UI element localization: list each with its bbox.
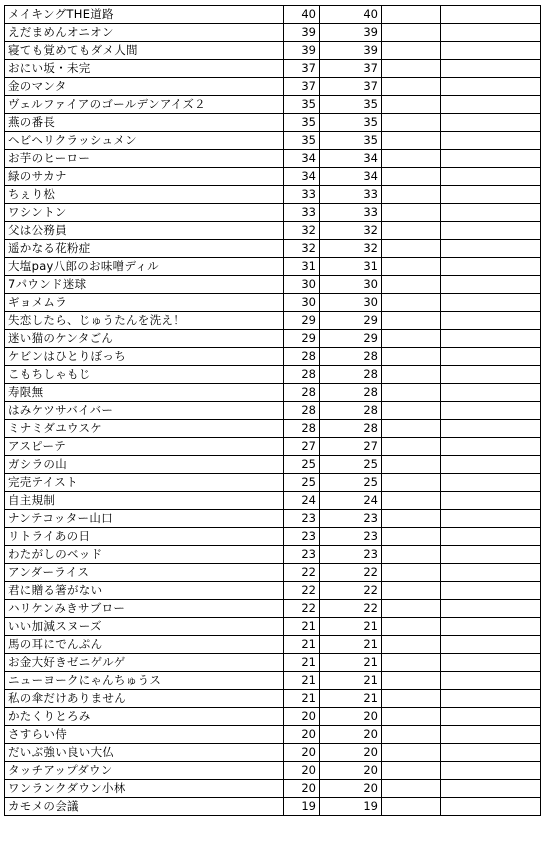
table-row xyxy=(5,456,541,474)
total-cell[interactable]: 24 xyxy=(320,492,382,510)
empty-cell[interactable] xyxy=(382,348,441,366)
total-cell[interactable]: 33 xyxy=(320,204,382,222)
total-cell[interactable]: 20 xyxy=(320,726,382,744)
empty-cell[interactable] xyxy=(382,636,441,654)
total-cell[interactable]: 28 xyxy=(320,402,382,420)
total-cell[interactable]: 30 xyxy=(320,276,382,294)
empty-cell[interactable] xyxy=(441,186,541,204)
empty-cell[interactable] xyxy=(441,636,541,654)
total-cell[interactable]: 25 xyxy=(320,474,382,492)
empty-cell[interactable] xyxy=(382,492,441,510)
table-row xyxy=(5,420,541,438)
name-cell[interactable]: ヘビヘリクラッシュメン xyxy=(5,132,284,150)
empty-cell[interactable] xyxy=(382,330,441,348)
score-cell[interactable]: 39 xyxy=(284,24,320,42)
empty-cell[interactable] xyxy=(382,294,441,312)
table-row xyxy=(5,330,541,348)
total-cell[interactable]: 28 xyxy=(320,366,382,384)
total-cell[interactable]: 21 xyxy=(320,636,382,654)
score-cell[interactable]: 40 xyxy=(284,6,320,24)
empty-cell[interactable] xyxy=(382,528,441,546)
table-row xyxy=(5,348,541,366)
empty-cell[interactable] xyxy=(441,492,541,510)
score-cell[interactable]: 35 xyxy=(284,96,320,114)
score-cell[interactable]: 19 xyxy=(284,798,320,816)
score-cell[interactable]: 23 xyxy=(284,546,320,564)
table-row xyxy=(5,384,541,402)
score-cell[interactable]: 23 xyxy=(284,528,320,546)
empty-cell[interactable] xyxy=(382,474,441,492)
name-cell[interactable]: 父は公務員 xyxy=(5,222,284,240)
total-cell[interactable]: 27 xyxy=(320,438,382,456)
table-row xyxy=(5,690,541,708)
name-cell[interactable]: 完売テイスト xyxy=(5,474,284,492)
empty-cell[interactable] xyxy=(441,690,541,708)
table-row xyxy=(5,276,541,294)
table-row xyxy=(5,636,541,654)
score-cell[interactable]: 28 xyxy=(284,420,320,438)
score-cell[interactable]: 37 xyxy=(284,78,320,96)
score-cell[interactable]: 21 xyxy=(284,672,320,690)
empty-cell[interactable] xyxy=(441,366,541,384)
score-cell[interactable]: 35 xyxy=(284,132,320,150)
total-cell[interactable]: 39 xyxy=(320,42,382,60)
name-cell[interactable]: はみケツサバイバー xyxy=(5,402,284,420)
total-cell[interactable]: 20 xyxy=(320,708,382,726)
total-cell[interactable]: 34 xyxy=(320,150,382,168)
total-cell[interactable]: 29 xyxy=(320,312,382,330)
empty-cell[interactable] xyxy=(441,708,541,726)
empty-cell[interactable] xyxy=(382,798,441,816)
total-cell[interactable]: 23 xyxy=(320,510,382,528)
score-cell[interactable]: 20 xyxy=(284,780,320,798)
score-cell[interactable]: 22 xyxy=(284,600,320,618)
name-cell[interactable]: リトライあの日 xyxy=(5,528,284,546)
total-cell[interactable]: 21 xyxy=(320,654,382,672)
name-cell[interactable]: 私の傘だけありません xyxy=(5,690,284,708)
name-cell[interactable]: ニューヨークにゃんちゅうス xyxy=(5,672,284,690)
name-cell[interactable]: おにい坂・未完 xyxy=(5,60,284,78)
empty-cell[interactable] xyxy=(441,348,541,366)
score-cell[interactable]: 20 xyxy=(284,708,320,726)
table-body xyxy=(5,6,541,816)
empty-cell[interactable] xyxy=(441,60,541,78)
name-cell[interactable]: 寝ても覚めてもダメ人間 xyxy=(5,42,284,60)
empty-cell[interactable] xyxy=(382,258,441,276)
name-cell[interactable]: アスピーテ xyxy=(5,438,284,456)
total-cell[interactable]: 35 xyxy=(320,96,382,114)
total-cell[interactable]: 23 xyxy=(320,546,382,564)
ranking-table xyxy=(4,5,541,816)
total-cell[interactable]: 32 xyxy=(320,240,382,258)
empty-cell[interactable] xyxy=(382,60,441,78)
name-cell[interactable]: 緑のサカナ xyxy=(5,168,284,186)
table-row xyxy=(5,618,541,636)
empty-cell[interactable] xyxy=(382,564,441,582)
empty-cell[interactable] xyxy=(441,42,541,60)
table-row xyxy=(5,168,541,186)
empty-cell[interactable] xyxy=(441,528,541,546)
name-cell[interactable]: わたがしのベッド xyxy=(5,546,284,564)
table-row xyxy=(5,492,541,510)
name-cell[interactable]: 金のマンタ xyxy=(5,78,284,96)
score-cell[interactable]: 28 xyxy=(284,402,320,420)
empty-cell[interactable] xyxy=(441,474,541,492)
empty-cell[interactable] xyxy=(382,42,441,60)
total-cell[interactable]: 28 xyxy=(320,384,382,402)
table-row xyxy=(5,204,541,222)
score-cell[interactable]: 35 xyxy=(284,114,320,132)
table-row xyxy=(5,96,541,114)
name-cell[interactable]: ヴェルファイアのゴールデンアイズ２ xyxy=(5,96,284,114)
score-cell[interactable]: 27 xyxy=(284,438,320,456)
score-cell[interactable]: 34 xyxy=(284,150,320,168)
empty-cell[interactable] xyxy=(441,438,541,456)
name-cell[interactable]: ミナミダユウスケ xyxy=(5,420,284,438)
score-cell[interactable]: 21 xyxy=(284,618,320,636)
name-cell[interactable]: ちぇり松 xyxy=(5,186,284,204)
empty-cell[interactable] xyxy=(441,420,541,438)
name-cell[interactable]: ガシラの山 xyxy=(5,456,284,474)
name-cell[interactable]: ワシントン xyxy=(5,204,284,222)
score-cell[interactable]: 22 xyxy=(284,582,320,600)
name-cell[interactable]: ケビンはひとりぼっち xyxy=(5,348,284,366)
total-cell[interactable]: 29 xyxy=(320,330,382,348)
table-row xyxy=(5,582,541,600)
score-cell[interactable]: 30 xyxy=(284,276,320,294)
empty-cell[interactable] xyxy=(441,564,541,582)
empty-cell[interactable] xyxy=(382,708,441,726)
score-cell[interactable]: 39 xyxy=(284,42,320,60)
table-row xyxy=(5,114,541,132)
score-cell[interactable]: 29 xyxy=(284,312,320,330)
empty-cell[interactable] xyxy=(382,384,441,402)
empty-cell[interactable] xyxy=(382,546,441,564)
score-cell[interactable]: 20 xyxy=(284,744,320,762)
empty-cell[interactable] xyxy=(441,726,541,744)
score-cell[interactable]: 25 xyxy=(284,474,320,492)
empty-cell[interactable] xyxy=(382,780,441,798)
score-cell[interactable]: 32 xyxy=(284,240,320,258)
empty-cell[interactable] xyxy=(441,132,541,150)
score-cell[interactable]: 28 xyxy=(284,384,320,402)
name-cell[interactable]: だいぶ強い良い大仏 xyxy=(5,744,284,762)
empty-cell[interactable] xyxy=(382,438,441,456)
empty-cell[interactable] xyxy=(382,420,441,438)
name-cell[interactable]: こもちしゃもじ xyxy=(5,366,284,384)
name-cell[interactable]: えだまめんオニオン xyxy=(5,24,284,42)
total-cell[interactable]: 23 xyxy=(320,528,382,546)
score-cell[interactable]: 24 xyxy=(284,492,320,510)
score-cell[interactable]: 28 xyxy=(284,366,320,384)
table-row xyxy=(5,726,541,744)
name-cell[interactable]: メイキングTHE道路 xyxy=(5,6,284,24)
empty-cell[interactable] xyxy=(441,240,541,258)
empty-cell[interactable] xyxy=(382,762,441,780)
table-row xyxy=(5,744,541,762)
empty-cell[interactable] xyxy=(382,96,441,114)
name-cell[interactable]: 馬の耳にでんぷん xyxy=(5,636,284,654)
name-cell[interactable]: ギョメムラ xyxy=(5,294,284,312)
empty-cell[interactable] xyxy=(441,384,541,402)
name-cell[interactable]: 7パウンド迷球 xyxy=(5,276,284,294)
table-row xyxy=(5,312,541,330)
table-row xyxy=(5,366,541,384)
score-cell[interactable]: 22 xyxy=(284,564,320,582)
empty-cell[interactable] xyxy=(382,582,441,600)
spreadsheet xyxy=(4,5,541,816)
empty-cell[interactable] xyxy=(382,6,441,24)
empty-cell[interactable] xyxy=(382,402,441,420)
total-cell[interactable]: 21 xyxy=(320,672,382,690)
total-cell[interactable]: 22 xyxy=(320,582,382,600)
score-cell[interactable]: 23 xyxy=(284,510,320,528)
empty-cell[interactable] xyxy=(382,24,441,42)
empty-cell[interactable] xyxy=(382,168,441,186)
total-cell[interactable]: 22 xyxy=(320,600,382,618)
name-cell[interactable]: 自主規制 xyxy=(5,492,284,510)
empty-cell[interactable] xyxy=(382,726,441,744)
empty-cell[interactable] xyxy=(441,744,541,762)
table-row xyxy=(5,708,541,726)
score-cell[interactable]: 33 xyxy=(284,204,320,222)
empty-cell[interactable] xyxy=(441,654,541,672)
table-row xyxy=(5,294,541,312)
empty-cell[interactable] xyxy=(441,762,541,780)
name-cell[interactable]: 君に贈る箸がない xyxy=(5,582,284,600)
empty-cell[interactable] xyxy=(441,258,541,276)
name-cell[interactable]: 失恋したら、じゅうたんを洗え！ xyxy=(5,312,284,330)
empty-cell[interactable] xyxy=(441,222,541,240)
table-row xyxy=(5,798,541,816)
total-cell[interactable]: 28 xyxy=(320,348,382,366)
empty-cell[interactable] xyxy=(441,114,541,132)
name-cell[interactable]: 遥かなる花粉症 xyxy=(5,240,284,258)
score-cell[interactable]: 34 xyxy=(284,168,320,186)
empty-cell[interactable] xyxy=(441,294,541,312)
table-row xyxy=(5,474,541,492)
score-cell[interactable]: 33 xyxy=(284,186,320,204)
table-row xyxy=(5,6,541,24)
score-cell[interactable]: 31 xyxy=(284,258,320,276)
total-cell[interactable]: 20 xyxy=(320,762,382,780)
name-cell[interactable]: 寿限無 xyxy=(5,384,284,402)
score-cell[interactable]: 21 xyxy=(284,690,320,708)
empty-cell[interactable] xyxy=(441,96,541,114)
name-cell[interactable]: カモメの会議 xyxy=(5,798,284,816)
total-cell[interactable]: 37 xyxy=(320,78,382,96)
empty-cell[interactable] xyxy=(441,276,541,294)
empty-cell[interactable] xyxy=(441,510,541,528)
empty-cell[interactable] xyxy=(441,402,541,420)
name-cell[interactable]: アンダーライス xyxy=(5,564,284,582)
total-cell[interactable]: 35 xyxy=(320,114,382,132)
score-cell[interactable]: 25 xyxy=(284,456,320,474)
empty-cell[interactable] xyxy=(382,366,441,384)
name-cell[interactable]: さすらい侍 xyxy=(5,726,284,744)
empty-cell[interactable] xyxy=(441,546,541,564)
name-cell[interactable]: お芋のヒーロー xyxy=(5,150,284,168)
empty-cell[interactable] xyxy=(441,150,541,168)
name-cell[interactable]: ワンランクダウン小林 xyxy=(5,780,284,798)
empty-cell[interactable] xyxy=(441,672,541,690)
total-cell[interactable]: 33 xyxy=(320,186,382,204)
empty-cell[interactable] xyxy=(382,672,441,690)
empty-cell[interactable] xyxy=(441,618,541,636)
name-cell[interactable]: 燕の番長 xyxy=(5,114,284,132)
empty-cell[interactable] xyxy=(441,312,541,330)
total-cell[interactable]: 20 xyxy=(320,744,382,762)
table-row xyxy=(5,510,541,528)
total-cell[interactable]: 35 xyxy=(320,132,382,150)
empty-cell[interactable] xyxy=(382,690,441,708)
table-row xyxy=(5,60,541,78)
total-cell[interactable]: 19 xyxy=(320,798,382,816)
total-cell[interactable]: 28 xyxy=(320,420,382,438)
empty-cell[interactable] xyxy=(441,330,541,348)
empty-cell[interactable] xyxy=(382,744,441,762)
empty-cell[interactable] xyxy=(382,312,441,330)
table-row xyxy=(5,42,541,60)
name-cell[interactable]: お金大好きゼニゲルゲ xyxy=(5,654,284,672)
name-cell[interactable]: ナンテコッター山口 xyxy=(5,510,284,528)
total-cell[interactable]: 39 xyxy=(320,24,382,42)
table-row xyxy=(5,132,541,150)
table-row xyxy=(5,150,541,168)
table-row xyxy=(5,654,541,672)
empty-cell[interactable] xyxy=(441,600,541,618)
empty-cell[interactable] xyxy=(441,798,541,816)
empty-cell[interactable] xyxy=(441,24,541,42)
total-cell[interactable]: 21 xyxy=(320,690,382,708)
table-row xyxy=(5,402,541,420)
table-row xyxy=(5,24,541,42)
name-cell[interactable]: 迷い猫のケンタごん xyxy=(5,330,284,348)
empty-cell[interactable] xyxy=(382,132,441,150)
empty-cell[interactable] xyxy=(382,510,441,528)
total-cell[interactable]: 30 xyxy=(320,294,382,312)
empty-cell[interactable] xyxy=(441,456,541,474)
total-cell[interactable]: 37 xyxy=(320,60,382,78)
empty-cell[interactable] xyxy=(382,276,441,294)
table-row xyxy=(5,780,541,798)
total-cell[interactable]: 25 xyxy=(320,456,382,474)
name-cell[interactable]: 大塩pay八郎のお味噌ディル xyxy=(5,258,284,276)
table-row xyxy=(5,528,541,546)
empty-cell[interactable] xyxy=(441,6,541,24)
total-cell[interactable]: 32 xyxy=(320,222,382,240)
total-cell[interactable]: 40 xyxy=(320,6,382,24)
empty-cell[interactable] xyxy=(441,582,541,600)
score-cell[interactable]: 30 xyxy=(284,294,320,312)
table-row xyxy=(5,186,541,204)
empty-cell[interactable] xyxy=(382,150,441,168)
table-row xyxy=(5,78,541,96)
empty-cell[interactable] xyxy=(441,168,541,186)
empty-cell[interactable] xyxy=(382,78,441,96)
empty-cell[interactable] xyxy=(382,222,441,240)
score-cell[interactable]: 28 xyxy=(284,348,320,366)
empty-cell[interactable] xyxy=(441,204,541,222)
empty-cell[interactable] xyxy=(382,114,441,132)
empty-cell[interactable] xyxy=(382,654,441,672)
table-row xyxy=(5,438,541,456)
table-row xyxy=(5,222,541,240)
name-cell[interactable]: タッチアップダウン xyxy=(5,762,284,780)
table-row xyxy=(5,762,541,780)
score-cell[interactable]: 20 xyxy=(284,762,320,780)
table-row xyxy=(5,564,541,582)
score-cell[interactable]: 20 xyxy=(284,726,320,744)
score-cell[interactable]: 32 xyxy=(284,222,320,240)
total-cell[interactable]: 22 xyxy=(320,564,382,582)
total-cell[interactable]: 20 xyxy=(320,780,382,798)
score-cell[interactable]: 37 xyxy=(284,60,320,78)
empty-cell[interactable] xyxy=(441,780,541,798)
table-row xyxy=(5,258,541,276)
total-cell[interactable]: 31 xyxy=(320,258,382,276)
table-row xyxy=(5,600,541,618)
total-cell[interactable]: 34 xyxy=(320,168,382,186)
empty-cell[interactable] xyxy=(382,618,441,636)
score-cell[interactable]: 21 xyxy=(284,654,320,672)
score-cell[interactable]: 29 xyxy=(284,330,320,348)
name-cell[interactable]: かたくりとろみ xyxy=(5,708,284,726)
empty-cell[interactable] xyxy=(382,456,441,474)
table-row xyxy=(5,546,541,564)
empty-cell[interactable] xyxy=(382,186,441,204)
score-cell[interactable]: 21 xyxy=(284,636,320,654)
empty-cell[interactable] xyxy=(441,78,541,96)
table-row xyxy=(5,672,541,690)
table-row xyxy=(5,240,541,258)
total-cell[interactable]: 21 xyxy=(320,618,382,636)
empty-cell[interactable] xyxy=(382,204,441,222)
empty-cell[interactable] xyxy=(382,600,441,618)
empty-cell[interactable] xyxy=(382,240,441,258)
name-cell[interactable]: ハリケンみきサブロー xyxy=(5,600,284,618)
name-cell[interactable]: いい加減スヌーズ xyxy=(5,618,284,636)
